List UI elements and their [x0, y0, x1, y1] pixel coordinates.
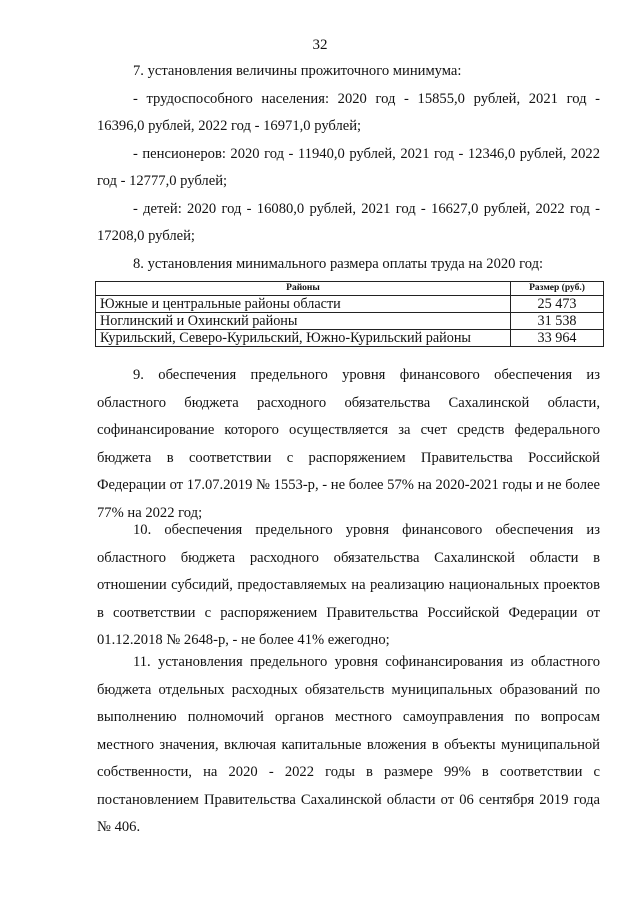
table-cell-region: Ноглинский и Охинский районы: [96, 313, 511, 330]
section-9: [97, 362, 600, 527]
section-7-heading: 7. установления величины прожиточного минимума:: [133, 63, 462, 79]
section-10: [97, 517, 600, 655]
table-header-regions: Районы: [96, 282, 511, 296]
table-cell-amount: 31 538: [511, 313, 604, 330]
table-cell-amount: 25 473: [511, 296, 604, 313]
table-header-row: [96, 282, 604, 296]
section-7: [97, 58, 600, 278]
section-10-text: 10. обеспечения предельного уровня финансового обеспечения из областного бюджета расходного обязательства Сахалинской области в отношении субсидий, предоставляемых на реализацию национальных проектов в соответствии с распоряжением Правительства Российской Федерации от 01.12.2018 № 2648-р, - не более 41% ежегодно;: [97, 522, 600, 648]
table-cell-region: Курильский, Северо-Курильский, Южно-Курильский районы: [96, 330, 511, 347]
section-7-children: - детей: 2020 год - 16080,0 рублей, 2021 год - 16627,0 рублей, 2022 год - 17208,0 рублей;: [97, 200, 600, 244]
section-7-pensioners: - пенсионеров: 2020 год - 11940,0 рублей, 2021 год - 12346,0 рублей, 2022 год - 12777,0 рублей;: [97, 145, 600, 189]
page-number: 32: [312, 37, 328, 53]
table-row: [96, 313, 604, 330]
section-11-text: 11. установления предельного уровня софинансирования из областного бюджета отдельных расходных обязательств муниципальных образований по выполнению полномочий органов местного самоуправления по вопросам местного значения, включая капитальные вложения в объекты муниципальной собственности, на 2020 - 2022 годы в размере 99% в соответствии с постановлением Правительства Сахалинской области от 06 сентября 2019 года № 406.: [97, 654, 600, 835]
section-9-text: 9. обеспечения предельного уровня финансового обеспечения из областного бюджета расходного обязательства Сахалинской области, софинансирование которого осуществляется за счет средств федерального бюджета в соответствии с распоряжением Правительства Российской Федерации от 17.07.2019 № 1553-р, - не более 57% на 2020-2021 годы и не более 77% на 2022 год;: [97, 367, 600, 521]
table-row: [96, 296, 604, 313]
table-cell-region: Южные и центральные районы области: [96, 296, 511, 313]
minimum-wage-table: [95, 281, 604, 347]
section-11: [97, 649, 600, 842]
section-7-working-age: - трудоспособного населения: 2020 год - 15855,0 рублей, 2021 год - 16396,0 рублей, 2022 год - 16971,0 рублей;: [97, 90, 600, 134]
table-header-amount: Размер (руб.): [511, 282, 604, 296]
table-cell-amount: 33 964: [511, 330, 604, 347]
section-8-heading: 8. установления минимального размера оплаты труда на 2020 год:: [133, 255, 544, 272]
table-row: [96, 330, 604, 347]
